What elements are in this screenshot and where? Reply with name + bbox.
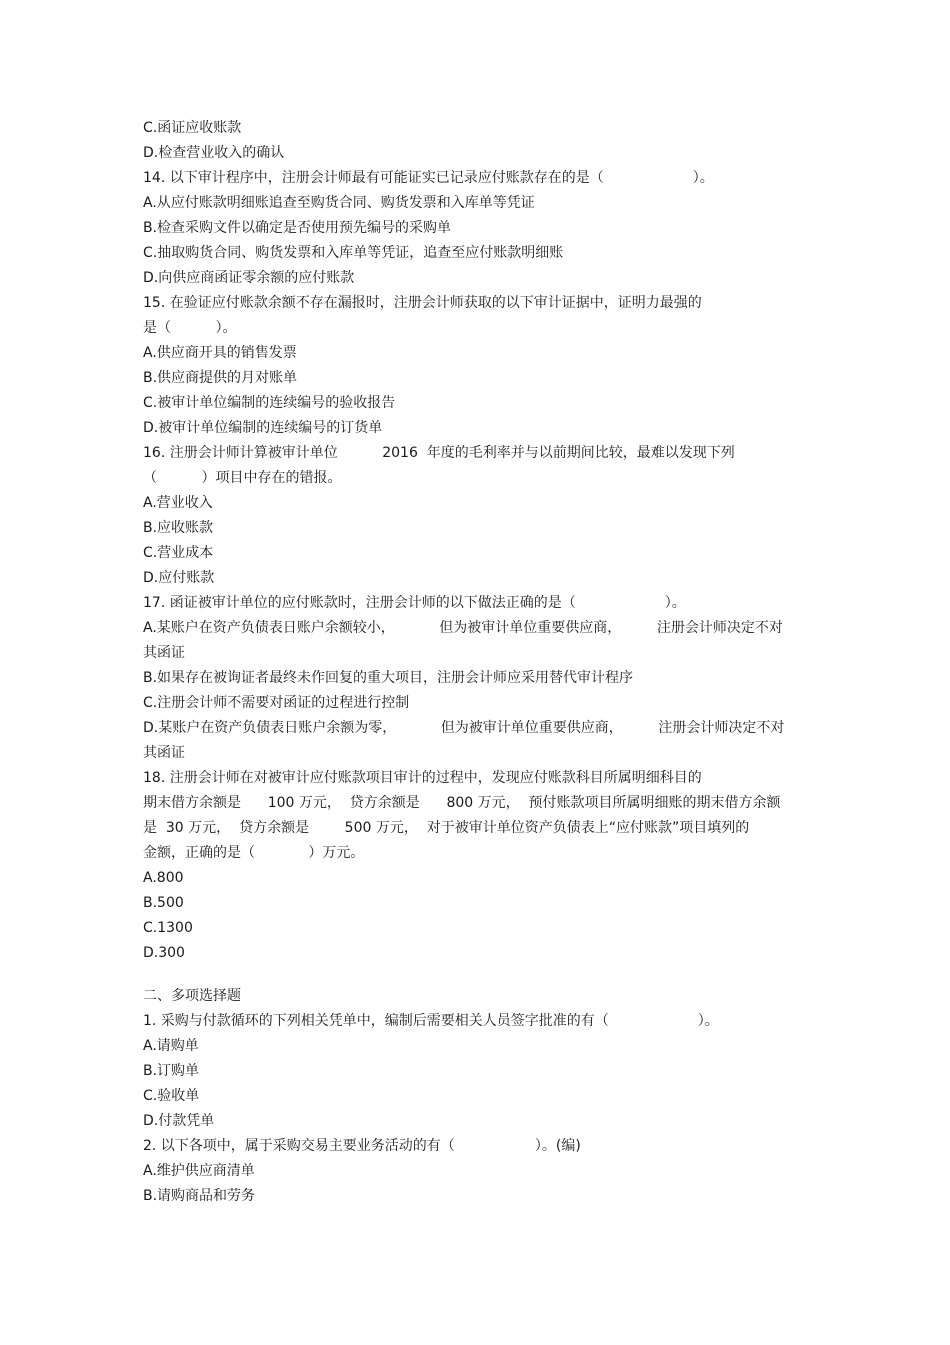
question-18-stem-cont: 期末借方余额是 100 万元， 贷方余额是 800 万元， 预付账款项目所属明细账的期末借方余额 (143, 795, 781, 811)
option-b: B.订购单 (143, 1063, 200, 1079)
text-line: C.函证应收账款 (143, 120, 242, 136)
question-15-stem-cont: 是（ ）。 (143, 320, 237, 336)
option-b: B.500 (143, 895, 184, 911)
option-c: C.抽取购货合同、购货发票和入库单等凭证，追查至应付账款明细账 (143, 245, 564, 261)
option-c: C.注册会计师不需要对函证的过程进行控制 (143, 695, 410, 711)
question-block-single-choice (143, 116, 803, 966)
option-c: C.营业成本 (143, 545, 214, 561)
option-d: D.被审计单位编制的连续编号的订货单 (143, 420, 383, 436)
section-heading: 二、多项选择题 (143, 988, 241, 1004)
option-a: A.从应付账款明细账追查至购货合同、购货发票和入库单等凭证 (143, 195, 535, 211)
option-a: A.维护供应商清单 (143, 1163, 255, 1179)
option-a: A.800 (143, 870, 184, 886)
question-2-stem: 2. 以下各项中，属于采购交易主要业务活动的有（ ）。(编) (143, 1138, 581, 1154)
question-16-stem: 16. 注册会计师计算被审计单位 2016 年度的毛利率并与以前期间比较，最难以发现下列 (143, 445, 735, 461)
option-c: C.被审计单位编制的连续编号的验收报告 (143, 395, 396, 411)
question-block-multiple-choice (143, 984, 803, 1209)
option-a: A.供应商开具的销售发票 (143, 345, 297, 361)
question-1-stem: 1. 采购与付款循环的下列相关凭单中，编制后需要相关人员签字批准的有（ ）。 (143, 1013, 719, 1029)
option-c: C.1300 (143, 920, 193, 936)
option-d: D.付款凭单 (143, 1113, 215, 1129)
option-a-cont: 其函证 (143, 645, 185, 661)
document-page (143, 116, 803, 1209)
option-b: B.检查采购文件以确定是否使用预先编号的采购单 (143, 220, 452, 236)
option-a: A.请购单 (143, 1038, 199, 1054)
option-d: D.向供应商函证零余额的应付账款 (143, 270, 355, 286)
option-d: D.300 (143, 945, 185, 961)
question-16-stem-cont: （ ）项目中存在的错报。 (143, 470, 342, 486)
option-b: B.请购商品和劳务 (143, 1188, 256, 1204)
option-a: A.营业收入 (143, 495, 213, 511)
option-c: C.验收单 (143, 1088, 200, 1104)
option-a: A.某账户在资产负债表日账户余额较小， 但为被审计单位重要供应商， 注册会计师决定不对 (143, 620, 783, 636)
text-line: D.检查营业收入的确认 (143, 145, 285, 161)
option-b: B.应收账款 (143, 520, 214, 536)
question-14-stem: 14. 以下审计程序中，注册会计师最有可能证实已记录应付账款存在的是（ ）。 (143, 170, 714, 186)
question-18-stem-cont: 金额，正确的是（ ）万元。 (143, 845, 365, 861)
question-17-stem: 17. 函证被审计单位的应付账款时，注册会计师的以下做法正确的是（ ）。 (143, 595, 686, 611)
option-d-cont: 其函证 (143, 745, 185, 761)
option-b: B.供应商提供的月对账单 (143, 370, 298, 386)
question-18-stem-cont: 是 30 万元， 贷方余额是 500 万元， 对于被审计单位资产负债表上“应付账款”项目填列的 (143, 820, 750, 836)
option-b: B.如果存在被询证者最终未作回复的重大项目，注册会计师应采用替代审计程序 (143, 670, 634, 686)
option-d: D.应付账款 (143, 570, 215, 586)
question-18-stem: 18. 注册会计师在对被审计应付账款项目审计的过程中，发现应付账款科目所属明细科目的 (143, 770, 702, 786)
question-15-stem: 15. 在验证应付账款余额不存在漏报时，注册会计师获取的以下审计证据中，证明力最强的 (143, 295, 702, 311)
option-d: D.某账户在资产负债表日账户余额为零， 但为被审计单位重要供应商， 注册会计师决定不对 (143, 720, 785, 736)
section-gap (143, 966, 803, 984)
